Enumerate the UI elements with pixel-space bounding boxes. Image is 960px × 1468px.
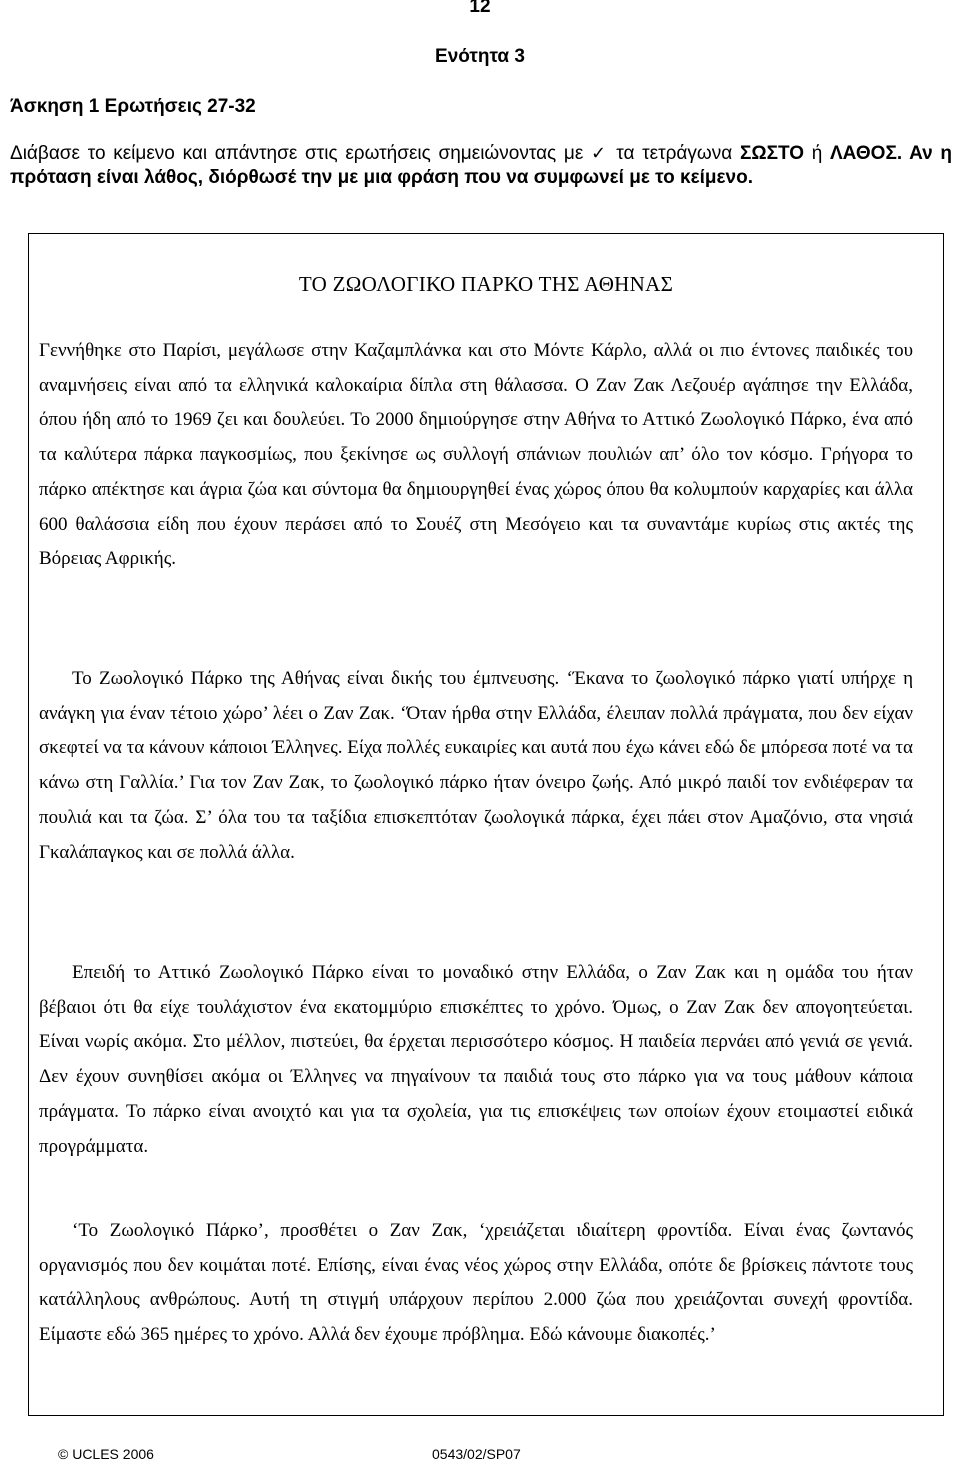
instructions-text-1: Διάβασε το κείμενο και απάντησε στις ερωτήσεις σημειώνοντας με xyxy=(10,143,592,164)
checkmark-icon: ✓ xyxy=(591,143,609,164)
passage-paragraph-2: Το Ζωολογικό Πάρκο της Αθήνας είναι δικής του έμπνευσης. ‘Έκανα το ζωολογικό πάρκο γιατί υπήρχε η ανάγκη για έναν τέτοιο χώρο’ λέει ο Ζαν Ζακ. ‘Όταν ήρθα στην Ελλάδα, έλειπαν πολλά πράγματα, που δεν είχαν σκεφτεί να τα κάνουν κάποιοι Έλληνες. Είχα πολλές ευκαιρίες και αυτά που έχω κάνει εδώ δε μπόρεσα ποτέ να τα κάνω στη Γαλλία.’ Για τον Ζαν Ζακ, το ζωολογικό πάρκο ήταν όνειρο ζωής. Από μικρό παιδί τον ενδιέφεραν τα πουλιά και τα ζώα. Σ’ όλα του τα ταξίδια επισκεπτόταν ζωολογικά πάρκα, έχει πάει στον Αμαζόνιο, στα νησιά Γκαλάπαγκος και σε πολλά άλλα. xyxy=(39,668,913,863)
instructions-bold-correct: ΣΩΣΤΟ xyxy=(739,143,805,164)
instructions-text-3: ή xyxy=(804,143,830,164)
footer-code: 0543/02/SP07 xyxy=(432,1446,521,1462)
instructions-text-2: τα τετράγωνα xyxy=(608,143,740,164)
footer-copyright: © UCLES 2006 xyxy=(58,1446,154,1462)
passage-paragraph-1: Γεννήθηκε στο Παρίσι, μεγάλωσε στην Καζαμπλάνκα και στο Μόντε Κάρλο, αλλά οι πιο έντονες παιδικές του αναμνήσεις είναι από τα ελληνικά καλοκαίρια δίπλα στη θάλασσα. Ο Ζαν Ζακ Λεζουέρ αγάπησε την Ελλάδα, όπου ήδη από το 1969 ζει και δουλεύει. Το 2000 δημιούργησε στην Αθήνα το Αττικό Ζωολογικό Πάρκο, ένα από τα καλύτερα πάρκα παγκοσμίως, που ξεκίνησε ως συλλογή σπάνιων πουλιών απ’ όλο τον κόσμο. Γρήγορα το πάρκο απέκτησε και άγρια ζώα και σύντομα θα δημιουργηθεί ένας χώρος όπου θα κολυμπούν καρχαρίες και άλλα 600 θαλάσσια είδη που έχουν περάσει από το Σουέζ στη Μεσόγειο και τα συναντάμε κυρίως στις ακτές της Βόρειας Αφρικής. xyxy=(39,340,913,570)
unit-title: Ενότητα 3 xyxy=(435,46,525,67)
instructions xyxy=(10,142,952,190)
instructions-bold-wrong: ΛΑΘΟΣ. Αν η πρόταση είναι λάθος, διόρθωσέ την με μια φράση που να συμφωνεί με το κείμενο. xyxy=(10,143,952,188)
passage-box xyxy=(28,233,944,1416)
passage-paragraph-4: ‘Το Ζωολογικό Πάρκο’, προσθέτει ο Ζαν Ζακ, ‘χρειάζεται ιδιαίτερη φροντίδα. Είναι ένας ζωντανός οργανισμός που δεν κοιμάται ποτέ. Επίσης, είναι ένας νέος χώρος στην Ελλάδα, οπότε δε βρίσκεις πάντοτε τους κατάλληλους ανθρώπους. Αυτή τη στιγμή υπάρχουν περίπου 2.000 ζώα που χρειάζονται συνεχή φροντίδα. Είμαστε εδώ 365 ημέρες το χρόνο. Αλλά δεν έχουμε πρόβλημα. Εδώ κάνουμε διακοπές.’ xyxy=(39,1220,913,1346)
passage-title: ΤΟ ΖΩΟΛΟΓΙΚΟ ΠΑΡΚΟ ΤΗΣ ΑΘΗΝΑΣ xyxy=(298,272,674,296)
passage-paragraph-3: Επειδή το Αττικό Ζωολογικό Πάρκο είναι το μοναδικό στην Ελλάδα, ο Ζαν Ζακ και η ομάδα του ήταν βέβαιοι ότι θα είχε τουλάχιστον ένα εκατομμύριο επισκέπτες το χρόνο. Όμως, ο Ζαν Ζακ δεν απογοητεύεται. Είναι νωρίς ακόμα. Στο μέλλον, πιστεύει, θα έρχεται περισσότερο κόσμος. Η παιδεία περνάει από γενιά σε γενιά. Δεν έχουν συνηθίσει ακόμα οι Έλληνες να πηγαίνουν τα παιδιά τους στο πάρκο για να τους μάθουν κάποια πράγματα. Το πάρκο είναι ανοιχτό και για τα σχολεία, για τις επισκέψεις των οποίων έχουν ετοιμαστεί ειδικά προγράμματα. xyxy=(39,962,913,1157)
page-number: 12 xyxy=(469,0,491,17)
exercise-heading: Άσκηση 1 Ερωτήσεις 27-32 xyxy=(10,96,256,117)
